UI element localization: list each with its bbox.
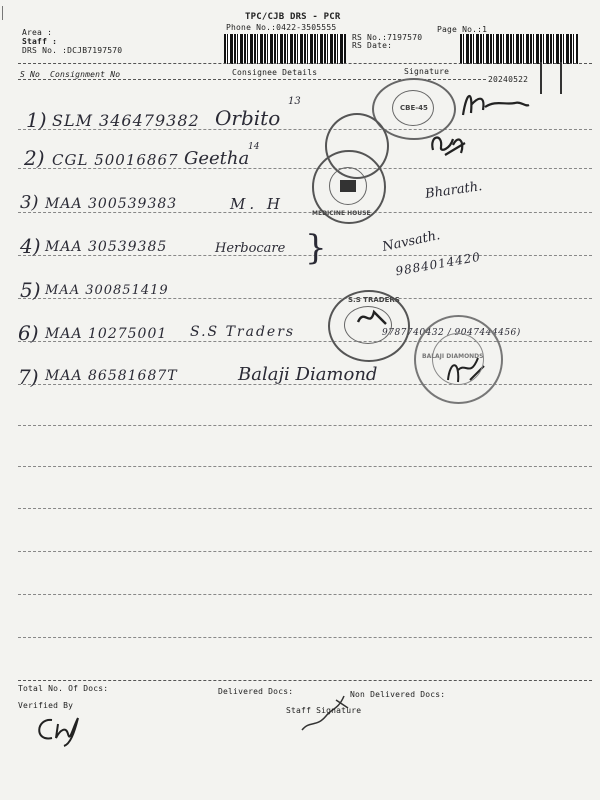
note-navsath: Navsath. (381, 228, 442, 255)
signature-1 (455, 85, 535, 125)
entry-5-sno: 5) (20, 278, 41, 302)
entry-2-consignment: CGL 50016867 (52, 151, 179, 169)
entry-6-sno: 6) (18, 321, 39, 345)
stamp-medicine-house (312, 150, 386, 224)
col-date: 20240522 (488, 75, 529, 84)
page-number: Page No.:1 (437, 25, 488, 34)
col-consignment: Consignment No (50, 70, 121, 79)
barcode-right (460, 34, 578, 64)
entry-4-sno: 4) (20, 234, 41, 258)
verified-by: Verified By (18, 701, 74, 710)
entry-4-consignee: Herbocare (215, 241, 286, 256)
row-rule (18, 551, 592, 552)
area-label: Area : (22, 28, 53, 37)
entry-6-consignment: MAA 10275001 (45, 326, 168, 342)
entry-5-consignment: MAA 300851419 (45, 283, 169, 298)
corner-mark (2, 6, 9, 20)
delivered-docs: Delivered Docs: (218, 687, 294, 696)
header-rule (18, 63, 592, 64)
staff-label: Staff : (22, 37, 58, 46)
entry-2-consignee: Geetha (184, 148, 250, 169)
row-rule (18, 298, 592, 299)
rs-date: RS Date: (352, 41, 393, 50)
col-consignee: Consignee Details (232, 68, 318, 77)
brace-mark: } (305, 228, 327, 268)
entry-6-consignee: S.S Traders (190, 324, 296, 340)
row-rule (18, 508, 592, 509)
entry-2-sno: 2) (24, 146, 45, 170)
note-phone-2: 9787740432 / 9047444456) (382, 328, 521, 338)
stamp-medicine-house-text: MEDICINE HOUSE (312, 210, 371, 217)
non-delivered-docs: Non Delivered Docs: (350, 690, 446, 699)
entry-3-sno: 3) (20, 192, 39, 213)
row-rule (18, 637, 592, 638)
col-signature: Signature (404, 67, 450, 76)
entry-3-consignment: MAA 300539383 (45, 196, 178, 212)
col-sno: S No (20, 70, 41, 79)
drs-number: DRS No. :DCJB7197570 (22, 46, 123, 55)
row-rule (18, 466, 592, 467)
mh-logo (340, 180, 356, 192)
entry-1-consignee: Orbito (215, 106, 281, 130)
entry-1-consignment: SLM 346479382 (52, 111, 200, 130)
entry-1-sno: 1) (26, 108, 47, 132)
stamp-ss-traders (328, 290, 410, 362)
doc-title: TPC/CJB DRS - PCR (245, 12, 341, 22)
total-docs: Total No. Of Docs: (18, 684, 109, 693)
entry-1-note: 13 (288, 96, 301, 107)
staff-signature: Staff Signature (286, 706, 362, 715)
entry-7-sno: 7) (18, 365, 39, 389)
note-phone-1: 9884014420 (394, 249, 482, 279)
entry-2-note: 14 (248, 142, 260, 152)
stamp-balaji-text: BALAJI DIAMONDS (422, 353, 484, 360)
footer-rule (18, 680, 592, 681)
stamp-cbe45-text: CBE-45 (400, 104, 428, 112)
verifier-signature (30, 708, 100, 748)
entry-4-consignment: MAA 30539385 (45, 239, 168, 255)
note-bharath: Bharath. (424, 179, 484, 202)
stamp-balaji-diamonds (414, 315, 503, 404)
stamp-inner-ring (344, 306, 392, 344)
entry-7-consignment: MAA 86581687T (45, 368, 178, 384)
rs-number: RS No.:7197570 (352, 33, 423, 42)
row-rule (18, 425, 592, 426)
phone-number: Phone No.:0422-3505555 (226, 23, 337, 32)
entry-3-consignee: M. H (230, 195, 284, 213)
row-rule (18, 594, 592, 595)
barcode-left (224, 34, 346, 64)
stamp-ss-traders-text: S.S TRADERS (348, 296, 400, 304)
entry-7-consignee: Balaji Diamond (238, 364, 378, 385)
row-rule (18, 212, 592, 213)
tick-marks (540, 62, 562, 94)
